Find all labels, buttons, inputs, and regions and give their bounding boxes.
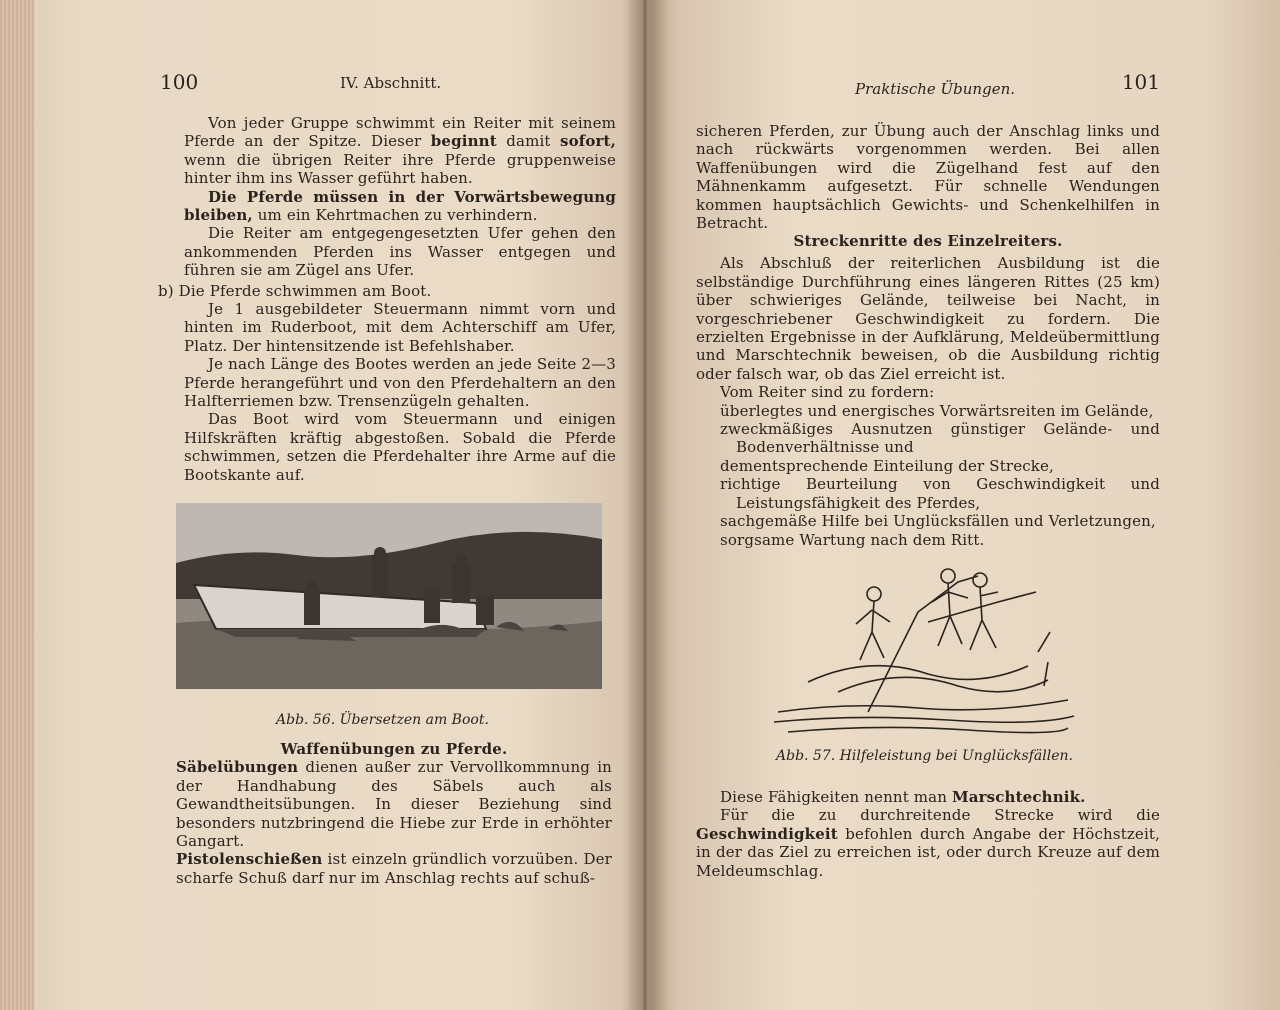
left-text-upper xyxy=(184,114,616,280)
running-head: Praktische Übungen. xyxy=(855,80,1015,98)
list-item: richtige Beurteilung von Geschwindigkeit und Leistungsfähigkeit des Pferdes, xyxy=(720,475,1160,512)
paragraph: Diese Fähigkeiten nennt man Marschtechnik. xyxy=(720,788,1086,806)
list-heading: b) Die Pferde schwimmen am Boot. xyxy=(158,282,432,300)
right-page-header xyxy=(690,70,1170,100)
paragraph: Die Reiter am entgegengesetzten Ufer gehen den ankommenden Pferden ins Wasser entgegen und führen sie am Zügel ans Ufer. xyxy=(184,224,616,280)
paragraph: Als Abschluß der reiterlichen Ausbildung ist die selbständige Durchführung eines längeren Rittes (25 km) über schwieriges Gelände, teilweise bei Nacht, in vorgeschriebener Geschwindigkeit zu fordern. Die erzielten Ergebnisse in der Aufklärung, Meldeübermittlung und Marschtechnik beweisen, ob die Ausbildung richtig oder falsch war, ob das Ziel erreicht ist. xyxy=(696,254,1160,383)
paragraph: Die Pferde müssen in der Vorwärtsbewegung bleiben, um ein Kehrtmachen zu verhindern. xyxy=(184,187,616,225)
left-text-boat xyxy=(184,300,616,484)
right-text-middle xyxy=(696,232,1160,549)
figure-caption: Abb. 57. Hilfeleistung bei Unglücksfällen. xyxy=(776,748,1073,764)
left-text-middle xyxy=(158,282,616,300)
figure-caption: Abb. 56. Übersetzen am Boot. xyxy=(276,712,489,728)
section-title: Waffenübungen zu Pferde. xyxy=(280,740,508,758)
paragraph: sicheren Pferden, zur Übung auch der Anschlag links und nach rückwärts vorgenommen werden. Bei allen Waffenübungen wird die Zügelhand fest auf den Mähnenkamm aufgesetzt. Für schnelle Wendungen kommen hauptsächlich Gewichts- und Schenkelhilfen in Betracht. xyxy=(696,122,1160,233)
list-item: dementsprechende Einteilung der Strecke, xyxy=(720,456,1054,475)
right-text-lower xyxy=(696,788,1160,880)
page-number: 101 xyxy=(1121,70,1160,94)
list-item: zweckmäßiges Ausnutzen günstiger Gelände- und Bodenverhältnisse und xyxy=(720,420,1160,457)
page-edges xyxy=(0,0,34,1010)
boat-photo-image xyxy=(176,503,602,689)
paragraph: Für die zu durchreitende Strecke wird die Geschwindigkeit befohlen durch Angabe der Höchstzeit, in der das Ziel zu erreichen ist, oder durch Kreuze auf dem Meldeumschlag. xyxy=(696,806,1160,880)
page-number: 100 xyxy=(160,70,199,94)
section-title: Streckenritte des Einzelreiters. xyxy=(793,232,1063,250)
running-head: IV. Abschnitt. xyxy=(340,74,442,92)
paragraph: Pistolenschießen ist einzeln gründlich vorzuüben. Der scharfe Schuß darf nur im Anschlag rechts auf schuß- xyxy=(176,850,612,887)
left-page-header xyxy=(150,70,620,100)
rescue-sketch xyxy=(768,562,1078,738)
paragraph: Das Boot wird vom Steuermann und einigen Hilfskräften kräftig abgestoßen. Sobald die Pferde schwimmen, setzen die Pferdehalter ihre Arme auf die Bootskante auf. xyxy=(184,410,616,484)
paragraph: Je 1 ausgebildeter Steuermann nimmt vorn und hinten im Ruderboot, mit dem Achterschiff am Ufer, Platz. Der hintensitzende ist Befehlshaber. xyxy=(184,300,616,355)
paragraph: Von jeder Gruppe schwimmt ein Reiter mit seinem Pferde an der Spitze. Dieser beginnt damit sofort, wenn die übrigen Reiter ihre Pferde gruppenweise hinter ihm ins Wasser geführt haben. xyxy=(184,114,616,188)
paragraph: Je nach Länge des Bootes werden an jede Seite 2—3 Pferde herangeführt und von den Pferdehaltern an den Halfterriemen bzw. Trensenzügeln gehalten. xyxy=(184,355,616,411)
boat-photo xyxy=(176,503,602,689)
list-item: sorgsame Wartung nach dem Ritt. xyxy=(720,530,985,549)
paragraph: Säbelübungen dienen außer zur Vervollkommnung in der Handhabung des Säbels auch als Gewandtheitsübungen. In dieser Beziehung sind besonders nutzbringend die Hiebe zur Erde in erhöhter Gangart. xyxy=(176,758,612,851)
list-item: sachgemäße Hilfe bei Unglücksfällen und Verletzungen, xyxy=(720,512,1156,531)
left-text-lower xyxy=(176,740,612,887)
book-gutter xyxy=(622,0,668,1010)
list-item: überlegtes und energisches Vorwärtsreiten im Gelände, xyxy=(720,401,1154,420)
right-text-upper xyxy=(696,122,1160,232)
paragraph: Vom Reiter sind zu fordern: xyxy=(720,383,935,402)
